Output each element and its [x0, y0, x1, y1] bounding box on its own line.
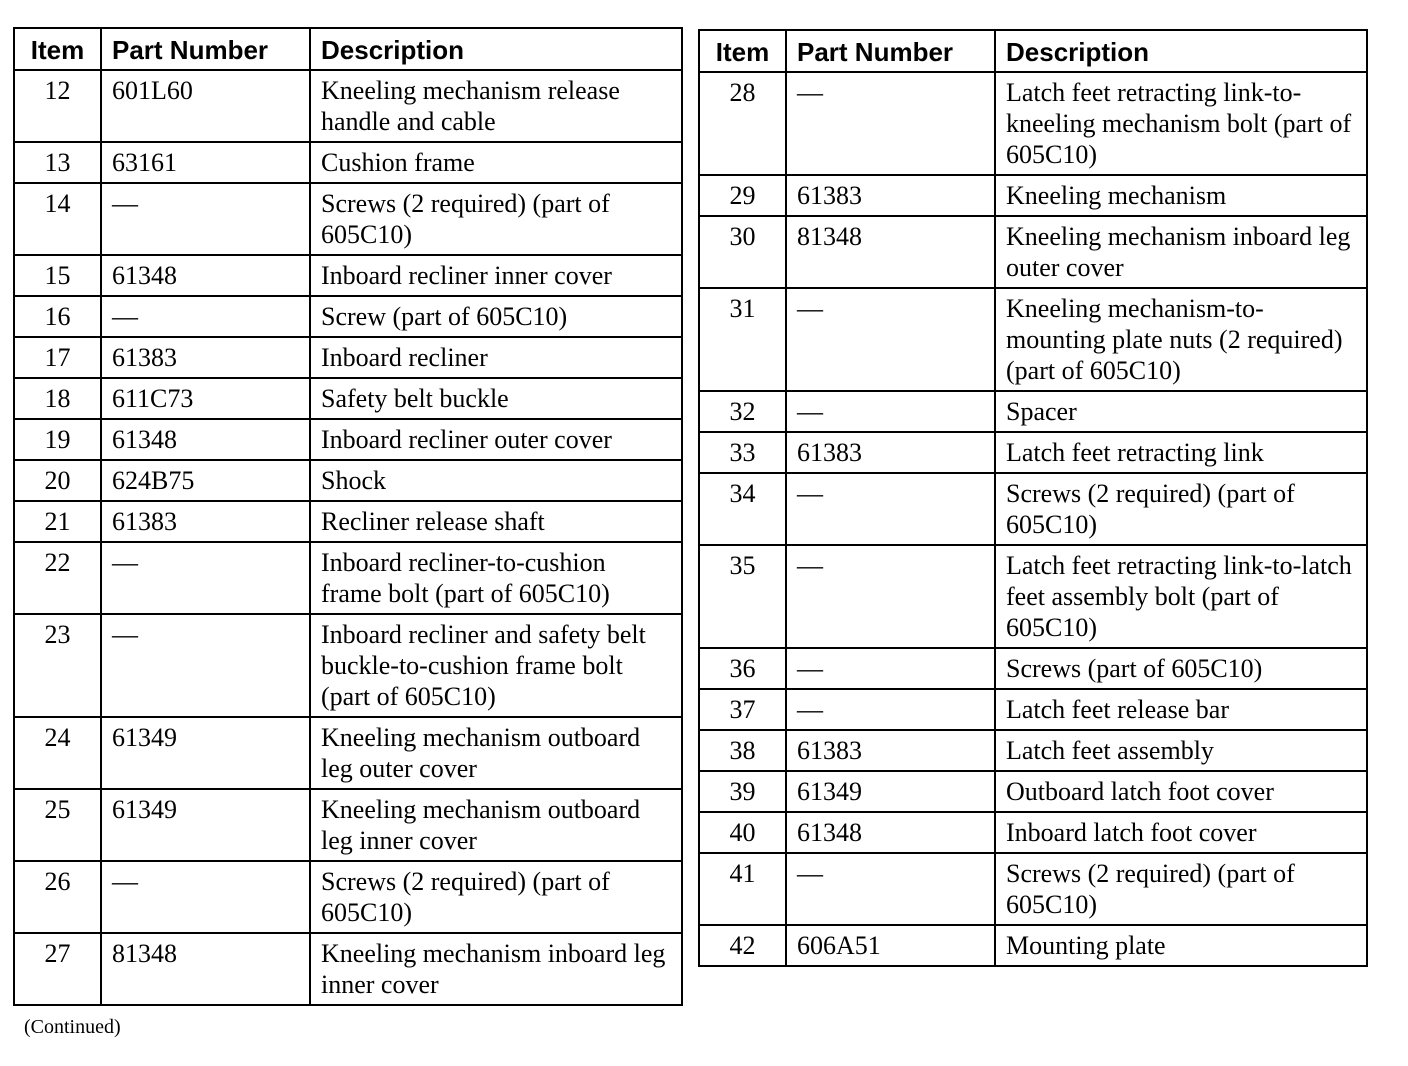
description-cell: Latch feet release bar	[995, 689, 1367, 730]
item-cell: 12	[14, 70, 101, 142]
item-cell: 22	[14, 542, 101, 614]
description-cell: Latch feet retracting link-to-latch feet assembly bolt (part of 605C10)	[995, 545, 1367, 648]
table-row	[14, 861, 682, 933]
table-row	[699, 473, 1367, 545]
description-cell: Screws (2 required) (part of 605C10)	[995, 473, 1367, 545]
item-cell: 31	[699, 288, 786, 391]
item-cell: 35	[699, 545, 786, 648]
part-number-cell: 63161	[101, 142, 310, 183]
table-row	[14, 614, 682, 717]
table-row	[699, 175, 1367, 216]
description-cell: Safety belt buckle	[310, 378, 682, 419]
description-cell: Inboard recliner inner cover	[310, 255, 682, 296]
item-cell: 13	[14, 142, 101, 183]
part-number-cell: 624B75	[101, 460, 310, 501]
part-number-cell: 61383	[101, 337, 310, 378]
item-cell: 16	[14, 296, 101, 337]
table-row	[14, 933, 682, 1005]
part-number-cell: —	[101, 183, 310, 255]
column-header-description: Description	[310, 28, 682, 70]
continued-note: (Continued)	[24, 1016, 121, 1038]
column-header-item: Item	[699, 30, 786, 72]
item-cell: 37	[699, 689, 786, 730]
header-row	[699, 30, 1367, 72]
table-row	[14, 70, 682, 142]
description-cell: Inboard latch foot cover	[995, 812, 1367, 853]
part-number-cell: 61349	[101, 717, 310, 789]
item-cell: 18	[14, 378, 101, 419]
table-row	[699, 812, 1367, 853]
item-cell: 29	[699, 175, 786, 216]
description-cell: Shock	[310, 460, 682, 501]
item-cell: 40	[699, 812, 786, 853]
table-row	[14, 717, 682, 789]
description-cell: Latch feet retracting link	[995, 432, 1367, 473]
part-number-cell: 61348	[786, 812, 995, 853]
description-cell: Spacer	[995, 391, 1367, 432]
part-number-cell: 61348	[101, 419, 310, 460]
item-cell: 19	[14, 419, 101, 460]
description-cell: Screws (2 required) (part of 605C10)	[310, 183, 682, 255]
part-number-cell: —	[786, 473, 995, 545]
part-number-cell: —	[101, 861, 310, 933]
description-cell: Inboard recliner outer cover	[310, 419, 682, 460]
item-cell: 39	[699, 771, 786, 812]
part-number-cell: 81348	[786, 216, 995, 288]
item-cell: 23	[14, 614, 101, 717]
table-row	[699, 432, 1367, 473]
table-row	[14, 378, 682, 419]
item-cell: 28	[699, 72, 786, 175]
table-row	[699, 730, 1367, 771]
description-cell: Inboard recliner-to-cushion frame bolt (part of 605C10)	[310, 542, 682, 614]
table-row	[14, 255, 682, 296]
table-row	[14, 142, 682, 183]
table-row	[14, 501, 682, 542]
table-row	[699, 391, 1367, 432]
description-cell: Outboard latch foot cover	[995, 771, 1367, 812]
part-number-cell: —	[101, 296, 310, 337]
description-cell: Kneeling mechanism outboard leg outer cover	[310, 717, 682, 789]
item-cell: 21	[14, 501, 101, 542]
table-row	[699, 216, 1367, 288]
part-number-cell: 61383	[786, 175, 995, 216]
table-row	[699, 771, 1367, 812]
description-cell: Screw (part of 605C10)	[310, 296, 682, 337]
part-number-cell: —	[786, 545, 995, 648]
table-row	[14, 183, 682, 255]
item-cell: 26	[14, 861, 101, 933]
table-row	[14, 542, 682, 614]
part-number-cell: 61349	[786, 771, 995, 812]
column-header-part-number: Part Number	[786, 30, 995, 72]
item-cell: 15	[14, 255, 101, 296]
description-cell: Mounting plate	[995, 925, 1367, 966]
parts-table-left	[13, 27, 683, 1006]
item-cell: 17	[14, 337, 101, 378]
part-number-cell: —	[101, 542, 310, 614]
table-row	[699, 72, 1367, 175]
part-number-cell: 606A51	[786, 925, 995, 966]
table-row	[699, 545, 1367, 648]
item-cell: 32	[699, 391, 786, 432]
header-row	[14, 28, 682, 70]
table-row	[699, 648, 1367, 689]
item-cell: 30	[699, 216, 786, 288]
part-number-cell: —	[101, 614, 310, 717]
item-cell: 20	[14, 460, 101, 501]
table-row	[699, 925, 1367, 966]
description-cell: Screws (part of 605C10)	[995, 648, 1367, 689]
table-row	[699, 853, 1367, 925]
description-cell: Screws (2 required) (part of 605C10)	[995, 853, 1367, 925]
part-number-cell: 61383	[786, 432, 995, 473]
part-number-cell: —	[786, 288, 995, 391]
description-cell: Kneeling mechanism inboard leg inner cover	[310, 933, 682, 1005]
description-cell: Recliner release shaft	[310, 501, 682, 542]
table-row	[699, 288, 1367, 391]
table-row	[699, 689, 1367, 730]
item-cell: 38	[699, 730, 786, 771]
description-cell: Latch feet retracting link-to-kneeling mechanism bolt (part of 605C10)	[995, 72, 1367, 175]
item-cell: 27	[14, 933, 101, 1005]
part-number-cell: —	[786, 689, 995, 730]
table-row	[14, 337, 682, 378]
part-number-cell: 81348	[101, 933, 310, 1005]
part-number-cell: —	[786, 648, 995, 689]
description-cell: Kneeling mechanism inboard leg outer cover	[995, 216, 1367, 288]
table-row	[14, 460, 682, 501]
column-header-description: Description	[995, 30, 1367, 72]
item-cell: 14	[14, 183, 101, 255]
item-cell: 25	[14, 789, 101, 861]
part-number-cell: 61383	[786, 730, 995, 771]
item-cell: 34	[699, 473, 786, 545]
part-number-cell: 601L60	[101, 70, 310, 142]
description-cell: Kneeling mechanism-to-mounting plate nuts (2 required) (part of 605C10)	[995, 288, 1367, 391]
column-header-item: Item	[14, 28, 101, 70]
parts-table-right	[698, 29, 1368, 967]
description-cell: Inboard recliner	[310, 337, 682, 378]
table-row	[14, 419, 682, 460]
part-number-cell: —	[786, 72, 995, 175]
table-row	[14, 789, 682, 861]
part-number-cell: —	[786, 853, 995, 925]
description-cell: Cushion frame	[310, 142, 682, 183]
item-cell: 41	[699, 853, 786, 925]
part-number-cell: 61348	[101, 255, 310, 296]
part-number-cell: —	[786, 391, 995, 432]
item-cell: 33	[699, 432, 786, 473]
description-cell: Kneeling mechanism outboard leg inner cover	[310, 789, 682, 861]
description-cell: Screws (2 required) (part of 605C10)	[310, 861, 682, 933]
part-number-cell: 61349	[101, 789, 310, 861]
part-number-cell: 61383	[101, 501, 310, 542]
item-cell: 24	[14, 717, 101, 789]
item-cell: 42	[699, 925, 786, 966]
part-number-cell: 611C73	[101, 378, 310, 419]
description-cell: Latch feet assembly	[995, 730, 1367, 771]
item-cell: 36	[699, 648, 786, 689]
table-row	[14, 296, 682, 337]
column-header-part-number: Part Number	[101, 28, 310, 70]
description-cell: Kneeling mechanism release handle and cable	[310, 70, 682, 142]
description-cell: Inboard recliner and safety belt buckle-to-cushion frame bolt (part of 605C10)	[310, 614, 682, 717]
description-cell: Kneeling mechanism	[995, 175, 1367, 216]
